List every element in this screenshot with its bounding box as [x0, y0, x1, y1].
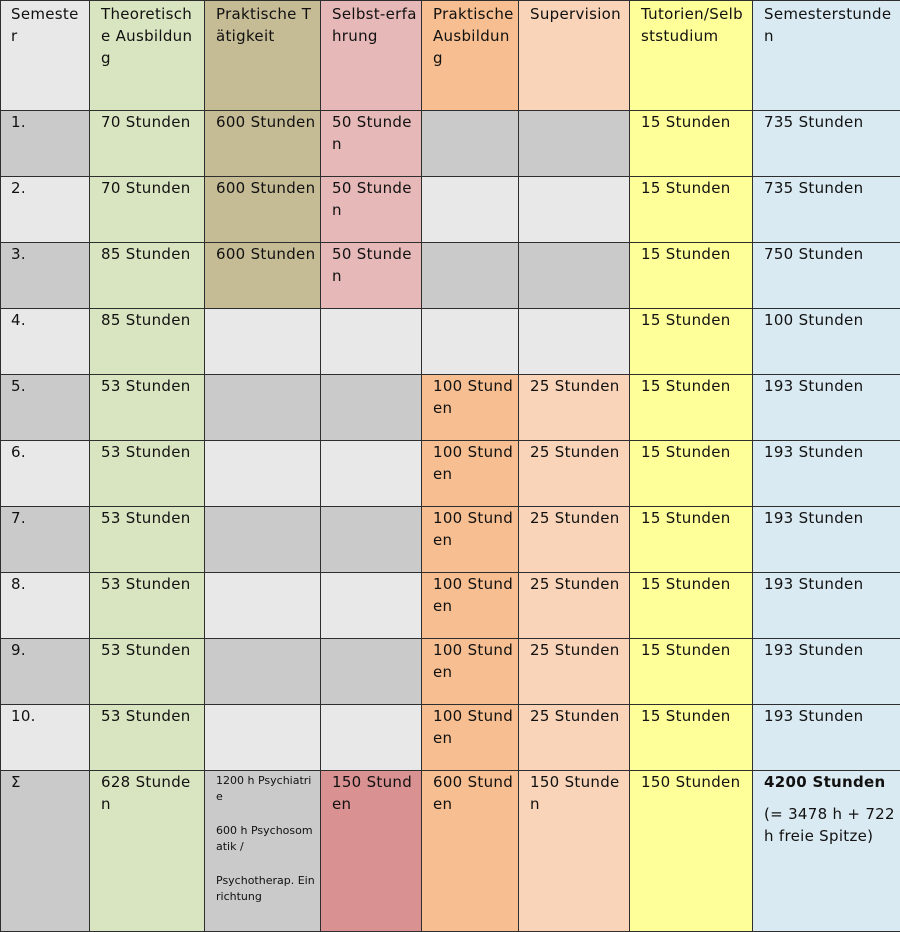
cell-semester: 4. — [1, 309, 90, 375]
cell-praktische-taetigkeit: 600 Stunden — [205, 111, 321, 177]
cell-praktische-taetigkeit — [205, 705, 321, 771]
header-tutorien: Tutorien/Selbststudium — [630, 1, 753, 111]
header-row — [1, 1, 900, 111]
cell-semesterstunden: 735 Stunden — [753, 177, 900, 243]
table-row — [1, 177, 900, 243]
table-row — [1, 639, 900, 705]
sum-note-text: (= 3478 h + 722 h freie Spitze) — [764, 803, 896, 847]
cell-theoretische-ausbildung: 85 Stunden — [90, 243, 205, 309]
cell-selbsterfahrung — [321, 639, 422, 705]
cell-praktische-ausbildung: 100 Stunden — [422, 639, 519, 705]
cell-semesterstunden: 100 Stunden — [753, 309, 900, 375]
cell-semesterstunden: 193 Stunden — [753, 507, 900, 573]
cell-tutorien: 15 Stunden — [630, 243, 753, 309]
cell-selbsterfahrung: 50 Stunden — [321, 177, 422, 243]
header-praktische-taetigkeit: Praktische Tätigkeit — [205, 1, 321, 111]
cell-theoretische-ausbildung: 53 Stunden — [90, 507, 205, 573]
cell-semesterstunden: 193 Stunden — [753, 375, 900, 441]
cell-praktische-taetigkeit — [205, 375, 321, 441]
cell-semester: 10. — [1, 705, 90, 771]
cell-sum-semesterstunden — [753, 771, 900, 932]
cell-sum-praktische-ausbildung: 600 Stunden — [422, 771, 519, 932]
cell-semesterstunden: 193 Stunden — [753, 573, 900, 639]
table-row — [1, 573, 900, 639]
cell-praktische-ausbildung: 100 Stunden — [422, 507, 519, 573]
table-row — [1, 111, 900, 177]
table-row — [1, 441, 900, 507]
cell-supervision: 25 Stunden — [519, 507, 630, 573]
sum-psychotherap-text: Psychotherap. Einrichtung — [216, 873, 316, 905]
cell-sum-praktische-taetigkeit — [205, 771, 321, 932]
cell-supervision: 25 Stunden — [519, 639, 630, 705]
sum-psychiatrie-text: 1200 h Psychiatrie — [216, 771, 316, 805]
cell-semesterstunden: 193 Stunden — [753, 639, 900, 705]
header-theoretische-ausbildung: Theoretische Ausbildung — [90, 1, 205, 111]
cell-semester: 8. — [1, 573, 90, 639]
table-row — [1, 375, 900, 441]
cell-supervision — [519, 243, 630, 309]
cell-sum-supervision: 150 Stunden — [519, 771, 630, 932]
cell-selbsterfahrung — [321, 441, 422, 507]
cell-praktische-taetigkeit — [205, 309, 321, 375]
cell-supervision — [519, 177, 630, 243]
cell-theoretische-ausbildung: 53 Stunden — [90, 573, 205, 639]
cell-supervision: 25 Stunden — [519, 573, 630, 639]
cell-sum-selbsterfahrung: 150 Stunden — [321, 771, 422, 932]
cell-supervision: 25 Stunden — [519, 375, 630, 441]
header-praktische-ausbildung: Praktische Ausbildung — [422, 1, 519, 111]
cell-praktische-taetigkeit — [205, 639, 321, 705]
cell-selbsterfahrung: 50 Stunden — [321, 111, 422, 177]
cell-semester: 7. — [1, 507, 90, 573]
cell-praktische-ausbildung: 100 Stunden — [422, 573, 519, 639]
cell-semester: 3. — [1, 243, 90, 309]
cell-praktische-taetigkeit — [205, 507, 321, 573]
cell-sum-theoretische-ausbildung: 628 Stunden — [90, 771, 205, 932]
cell-tutorien: 15 Stunden — [630, 507, 753, 573]
cell-theoretische-ausbildung: 53 Stunden — [90, 441, 205, 507]
cell-tutorien: 15 Stunden — [630, 639, 753, 705]
cell-praktische-ausbildung: 100 Stunden — [422, 375, 519, 441]
cell-theoretische-ausbildung: 85 Stunden — [90, 309, 205, 375]
cell-praktische-taetigkeit — [205, 441, 321, 507]
cell-semester: 9. — [1, 639, 90, 705]
table-row — [1, 243, 900, 309]
cell-theoretische-ausbildung: 53 Stunden — [90, 375, 205, 441]
cell-semester: 6. — [1, 441, 90, 507]
cell-sum-symbol: Σ — [1, 771, 90, 932]
cell-tutorien: 15 Stunden — [630, 441, 753, 507]
cell-selbsterfahrung — [321, 705, 422, 771]
cell-theoretische-ausbildung: 53 Stunden — [90, 705, 205, 771]
cell-theoretische-ausbildung: 70 Stunden — [90, 111, 205, 177]
cell-semesterstunden: 193 Stunden — [753, 705, 900, 771]
cell-semesterstunden: 750 Stunden — [753, 243, 900, 309]
cell-tutorien: 15 Stunden — [630, 705, 753, 771]
cell-supervision — [519, 111, 630, 177]
sum-total-text: 4200 Stunden — [764, 771, 896, 793]
cell-praktische-taetigkeit: 600 Stunden — [205, 177, 321, 243]
cell-selbsterfahrung: 50 Stunden — [321, 243, 422, 309]
cell-supervision — [519, 309, 630, 375]
cell-supervision: 25 Stunden — [519, 441, 630, 507]
cell-tutorien: 15 Stunden — [630, 375, 753, 441]
cell-praktische-taetigkeit: 600 Stunden — [205, 243, 321, 309]
cell-tutorien: 15 Stunden — [630, 177, 753, 243]
cell-praktische-taetigkeit — [205, 573, 321, 639]
cell-praktische-ausbildung: 100 Stunden — [422, 705, 519, 771]
cell-praktische-ausbildung — [422, 111, 519, 177]
sum-psychosomatik-text: 600 h Psychosomatik / — [216, 823, 316, 855]
cell-praktische-ausbildung: 100 Stunden — [422, 441, 519, 507]
cell-tutorien: 15 Stunden — [630, 111, 753, 177]
table-row — [1, 507, 900, 573]
table-row — [1, 705, 900, 771]
cell-praktische-ausbildung — [422, 309, 519, 375]
cell-theoretische-ausbildung: 70 Stunden — [90, 177, 205, 243]
cell-selbsterfahrung — [321, 375, 422, 441]
cell-supervision: 25 Stunden — [519, 705, 630, 771]
sum-row — [1, 771, 900, 932]
cell-semester: 5. — [1, 375, 90, 441]
header-supervision: Supervision — [519, 1, 630, 111]
header-semesterstunden: Semesterstunden — [753, 1, 900, 111]
cell-semester: 2. — [1, 177, 90, 243]
cell-semester: 1. — [1, 111, 90, 177]
table-row — [1, 309, 900, 375]
cell-semesterstunden: 735 Stunden — [753, 111, 900, 177]
header-semester: Semester — [1, 1, 90, 111]
cell-semesterstunden: 193 Stunden — [753, 441, 900, 507]
cell-selbsterfahrung — [321, 309, 422, 375]
cell-praktische-ausbildung — [422, 243, 519, 309]
cell-tutorien: 15 Stunden — [630, 573, 753, 639]
cell-sum-tutorien: 150 Stunden — [630, 771, 753, 932]
cell-selbsterfahrung — [321, 573, 422, 639]
header-selbsterfahrung: Selbst-erfahrung — [321, 1, 422, 111]
cell-selbsterfahrung — [321, 507, 422, 573]
cell-theoretische-ausbildung: 53 Stunden — [90, 639, 205, 705]
cell-tutorien: 15 Stunden — [630, 309, 753, 375]
cell-praktische-ausbildung — [422, 177, 519, 243]
